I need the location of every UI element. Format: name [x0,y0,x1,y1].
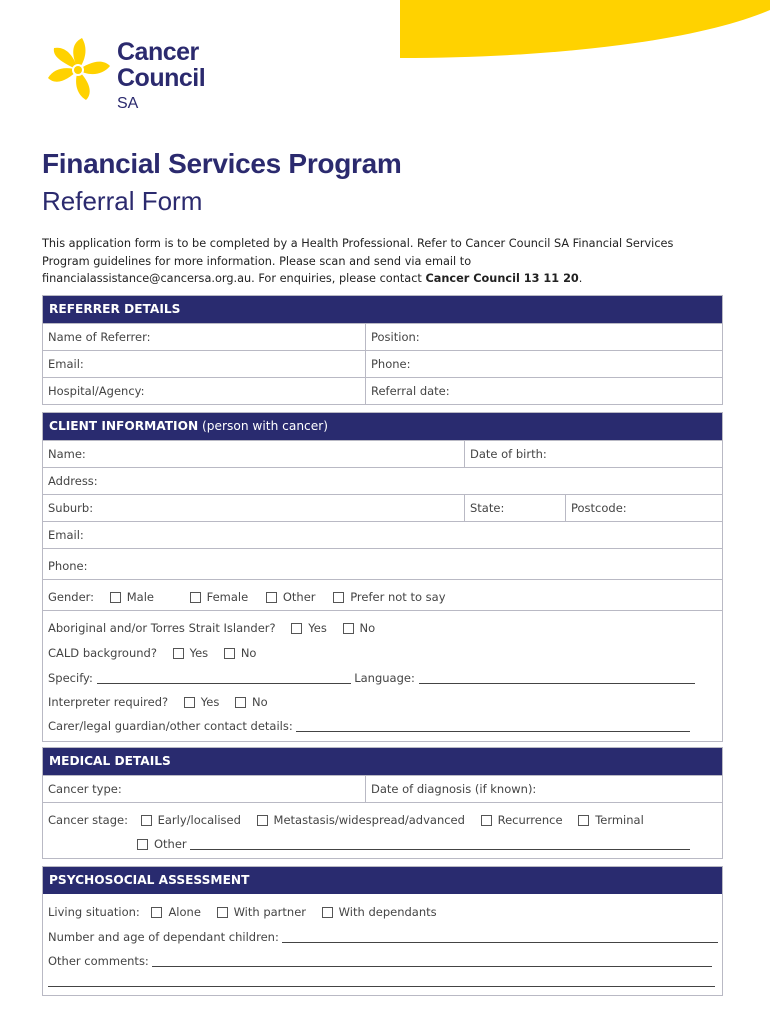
atsi-yes-checkbox[interactable] [291,623,302,634]
language-label: Language: [354,671,415,685]
atsi-no-checkbox[interactable] [343,623,354,634]
cald-yes-checkbox[interactable] [173,648,184,659]
interpreter-no-checkbox[interactable] [235,697,246,708]
living-alone-checkbox[interactable] [151,907,162,918]
cancer-stage-block [43,802,722,858]
cald-label: CALD background? [48,646,157,660]
client-heading [43,413,722,440]
living-partner-label: With partner [233,905,307,919]
stage-early-checkbox[interactable] [141,815,152,826]
client-state-field[interactable]: State: [464,495,565,521]
client-address-field[interactable]: Address: [48,474,98,488]
referrer-name-field[interactable]: Name of Referrer: [48,330,151,344]
client-suburb-field[interactable]: Suburb: [48,501,94,515]
comments-label: Other comments: [48,954,149,968]
gender-female-label: Female [206,590,249,604]
client-phone-field[interactable]: Phone: [48,559,88,573]
gender-label: Gender: [48,590,95,604]
stage-metastasis-checkbox[interactable] [257,815,268,826]
dependants-input[interactable] [282,931,718,943]
stage-other-input[interactable] [190,838,690,850]
medical-heading: MEDICAL DETAILS [43,748,722,775]
referral-date-field[interactable]: Referral date: [365,378,722,404]
cald-yes-label: Yes [189,646,209,660]
living-partner-checkbox[interactable] [217,907,228,918]
atsi-label: Aboriginal and/or Torres Strait Islander? [48,621,276,635]
cancer-council-logo [42,36,232,122]
referrer-phone-field[interactable]: Phone: [365,351,722,377]
gender-other-checkbox[interactable] [266,592,277,603]
specify-input[interactable] [97,672,351,684]
intro-contact: Cancer Council 13 11 20 [425,272,579,285]
referrer-email-field[interactable]: Email: [48,357,84,371]
daffodil-icon [42,36,114,104]
interpreter-no-label: No [252,695,268,709]
psychosocial-section [42,866,723,996]
stage-recurrence-checkbox[interactable] [481,815,492,826]
specify-label: Specify: [48,671,93,685]
intro-end: . [578,272,583,285]
intro-text: This application form is to be completed by a Health Professional. Refer to Cancer Council SA Financial Services Program guidelines for more information. Please scan and send via email to financialassistance@cancersa.org.au. For enquiries, please contact [42,237,674,285]
living-dependants-label: With dependants [338,905,437,919]
stage-other-label: Other [154,837,187,851]
gender-row [43,580,722,610]
referrer-hospital-field[interactable]: Hospital/Agency: [48,384,145,398]
client-postcode-field[interactable]: Postcode: [565,495,722,521]
cald-no-label: No [240,646,257,660]
atsi-no-label: No [359,621,376,635]
gender-prefer-not-label: Prefer not to say [350,590,446,604]
referrer-heading: REFERRER DETAILS [43,296,722,323]
living-dependants-checkbox[interactable] [322,907,333,918]
medical-details-section [42,747,723,859]
gender-male-label: Male [126,590,154,604]
carer-input[interactable] [296,720,690,732]
interpreter-yes-checkbox[interactable] [184,697,195,708]
client-dob-field[interactable]: Date of birth: [464,441,722,467]
stage-other-checkbox[interactable] [137,839,148,850]
client-extra-block [43,610,722,741]
gender-prefer-not-checkbox[interactable] [333,592,344,603]
gender-other-label: Other [282,590,316,604]
gender-female-checkbox[interactable] [190,592,201,603]
cancer-stage-label: Cancer stage: [48,813,128,827]
stage-terminal-label: Terminal [595,813,644,827]
client-heading-text: CLIENT INFORMATION [49,419,199,433]
logo-line-2: Council [117,64,206,92]
interpreter-label: Interpreter required? [48,695,169,709]
client-email-field[interactable]: Email: [48,528,84,542]
client-heading-note: (person with cancer) [198,419,329,433]
page-title: Financial Services Program [42,148,402,179]
client-name-field[interactable]: Name: [48,447,86,461]
page-subtitle: Referral Form [42,186,203,216]
stage-early-label: Early/localised [157,813,241,827]
comments-input-line-2[interactable] [48,975,715,987]
stage-recurrence-label: Recurrence [497,813,563,827]
atsi-yes-label: Yes [308,621,327,635]
carer-label: Carer/legal guardian/other contact details: [48,719,293,733]
logo-line-3: SA [117,95,139,112]
living-label: Living situation: [48,905,140,919]
dependants-label: Number and age of dependant children: [48,930,279,944]
referrer-position-field[interactable]: Position: [365,324,722,350]
referrer-details-section [42,295,723,405]
stage-terminal-checkbox[interactable] [578,815,589,826]
language-input[interactable] [419,672,695,684]
living-alone-label: Alone [168,905,201,919]
interpreter-yes-label: Yes [200,695,220,709]
stage-metastasis-label: Metastasis/widespread/advanced [273,813,465,827]
cald-no-checkbox[interactable] [224,648,235,659]
comments-input[interactable] [152,955,712,967]
client-information-section [42,412,723,742]
diagnosis-date-field[interactable]: Date of diagnosis (if known): [365,776,722,802]
intro-paragraph [42,235,682,288]
logo-line-1: Cancer [117,38,199,66]
psych-heading: PSYCHOSOCIAL ASSESSMENT [43,867,722,894]
cancer-type-field[interactable]: Cancer type: [48,782,122,796]
gender-male-checkbox[interactable] [110,592,121,603]
